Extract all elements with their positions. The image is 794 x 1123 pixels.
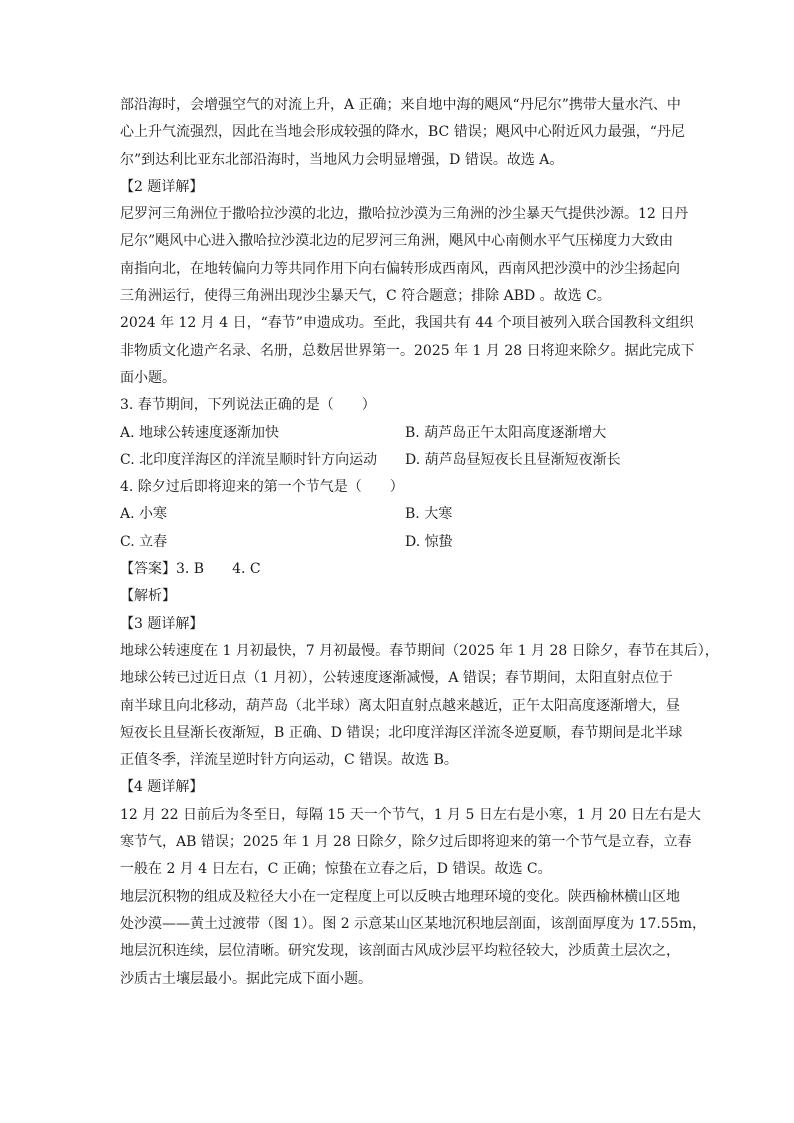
question-4-options-row	[120, 501, 680, 528]
option-d: D. 葫芦岛昼短夜长且昼渐短夜渐长	[405, 451, 621, 468]
option-c: C. 立春	[120, 533, 168, 550]
next-question-intro	[120, 884, 706, 993]
option-b: B. 大寒	[405, 506, 453, 523]
paragraph-line: 一般在 2 月 4 日左右，C 正确；惊蛰在立春之后，D 错误。故选 C。	[120, 861, 552, 878]
question-intro	[120, 310, 695, 392]
paragraph-line: 非物质文化遗产名录、名册，总数居世界第一。2025 年 1 月 28 日将迎来除夕。据此完成下	[120, 342, 695, 359]
question-3-stem: 3. 春节期间，下列说法正确的是（ ）	[120, 397, 376, 414]
option-a: A. 地球公转速度逐渐加快	[120, 424, 280, 441]
document-page	[120, 92, 719, 993]
q3-detail-header: 【3 题详解】	[120, 615, 204, 632]
option-a: A. 小寒	[120, 506, 168, 523]
paragraph-line: 正值冬季，洋流呈逆时针方向运动，C 错误。故选 B。	[120, 752, 458, 769]
paragraph-line: 心上升气流强烈，因此在当地会形成较强的降水，BC 错误；飓风中心附近风力最强，“丹尼	[120, 124, 685, 141]
paragraph-line: 三角洲运行，使得三角洲出现沙尘暴天气，C 符合题意；排除 ABD 。故选 C。	[120, 288, 611, 305]
paragraph-line: 地球公转已过近日点（1 月初），公转速度逐渐减慢，A 错误；春节期间，太阳直射点位于	[120, 670, 673, 687]
paragraph-line: 尼罗河三角洲位于撒哈拉沙漠的北边，撒哈拉沙漠为三角洲的沙尘暴天气提供沙源。12 日丹	[120, 206, 689, 223]
q2-detail	[120, 201, 689, 310]
paragraph-line: 南指向北，在地转偏向力等共同作用下向右偏转形成西南风，西南风把沙漠中的沙尘扬起向	[120, 260, 680, 277]
option-b: B. 葫芦岛正午太阳高度逐渐增大	[405, 424, 607, 441]
answer-line: 【答案】3. B 4. C	[120, 561, 261, 578]
question-4-options-row	[120, 529, 680, 556]
previous-analysis	[120, 92, 685, 174]
paragraph-line: 沙质古土壤层最小。据此完成下面小题。	[120, 970, 372, 987]
paragraph-line: 12 月 22 日前后为冬至日，每隔 15 天一个节气，1 月 5 日左右是小寒，1 月 20 日左右是大	[120, 806, 701, 823]
q3-detail	[120, 638, 719, 774]
paragraph-line: 2024 年 12 月 4 日，“春节”申遗成功。至此，我国共有 44 个项目被列入联合国教科文组织	[120, 315, 694, 332]
paragraph-line: 尔”到达利比亚东北部沿海时，当地风力会明显增强，D 错误。故选 A。	[120, 151, 564, 168]
q4-detail	[120, 802, 701, 884]
paragraph-line: 短夜长且昼渐长夜渐短，B 正确、D 错误；北印度洋海区洋流冬逆夏顺，春节期间是北半球	[120, 724, 683, 741]
question-4-stem: 4. 除夕过后即将迎来的第一个节气是（ ）	[120, 479, 404, 496]
paragraph-line: 地层沉积物的组成及粒径大小在一定程度上可以反映古地理环境的变化。陕西榆林横山区地	[120, 888, 680, 905]
paragraph-line: 寒节气，AB 错误；2025 年 1 月 28 日除夕，除夕过后即将迎来的第一个节气是立春，立春	[120, 834, 692, 851]
q4-detail-header: 【4 题详解】	[120, 779, 204, 796]
paragraph-line: 尼尔”飓风中心进入撒哈拉沙漠北边的尼罗河三角洲，飓风中心南侧水平气压梯度力大致由	[120, 233, 674, 250]
question-3-options-row	[120, 447, 680, 474]
question-3-options-row	[120, 420, 680, 447]
option-d: D. 惊蛰	[405, 533, 453, 550]
q2-detail-header: 【2 题详解】	[120, 178, 204, 195]
analysis-header: 【解析】	[120, 588, 176, 605]
paragraph-line: 部沿海时，会增强空气的对流上升，A 正确；来自地中海的飓风“丹尼尔”携带大量水汽、中	[120, 97, 681, 113]
paragraph-line: 地层沉积连续，层位清晰。研究发现，该剖面古风成沙层平均粒径较大，沙质黄土层次之，	[120, 943, 680, 960]
paragraph-line: 面小题。	[120, 369, 176, 386]
paragraph-line: 南半球且向北移动，葫芦岛（北半球）离太阳直射点越来越近，正午太阳高度逐渐增大，昼	[120, 697, 680, 714]
paragraph-line: 地球公转速度在 1 月初最快，7 月初最慢。春节期间（2025 年 1 月 28 日除夕，春节在其后），	[120, 642, 719, 659]
option-c: C. 北印度洋海区的洋流呈顺时针方向运动	[120, 451, 378, 468]
paragraph-line: 处沙漠——黄土过渡带（图 1）。图 2 示意某山区某地沉积地层剖面，该剖面厚度为 17.55m，	[120, 915, 706, 932]
